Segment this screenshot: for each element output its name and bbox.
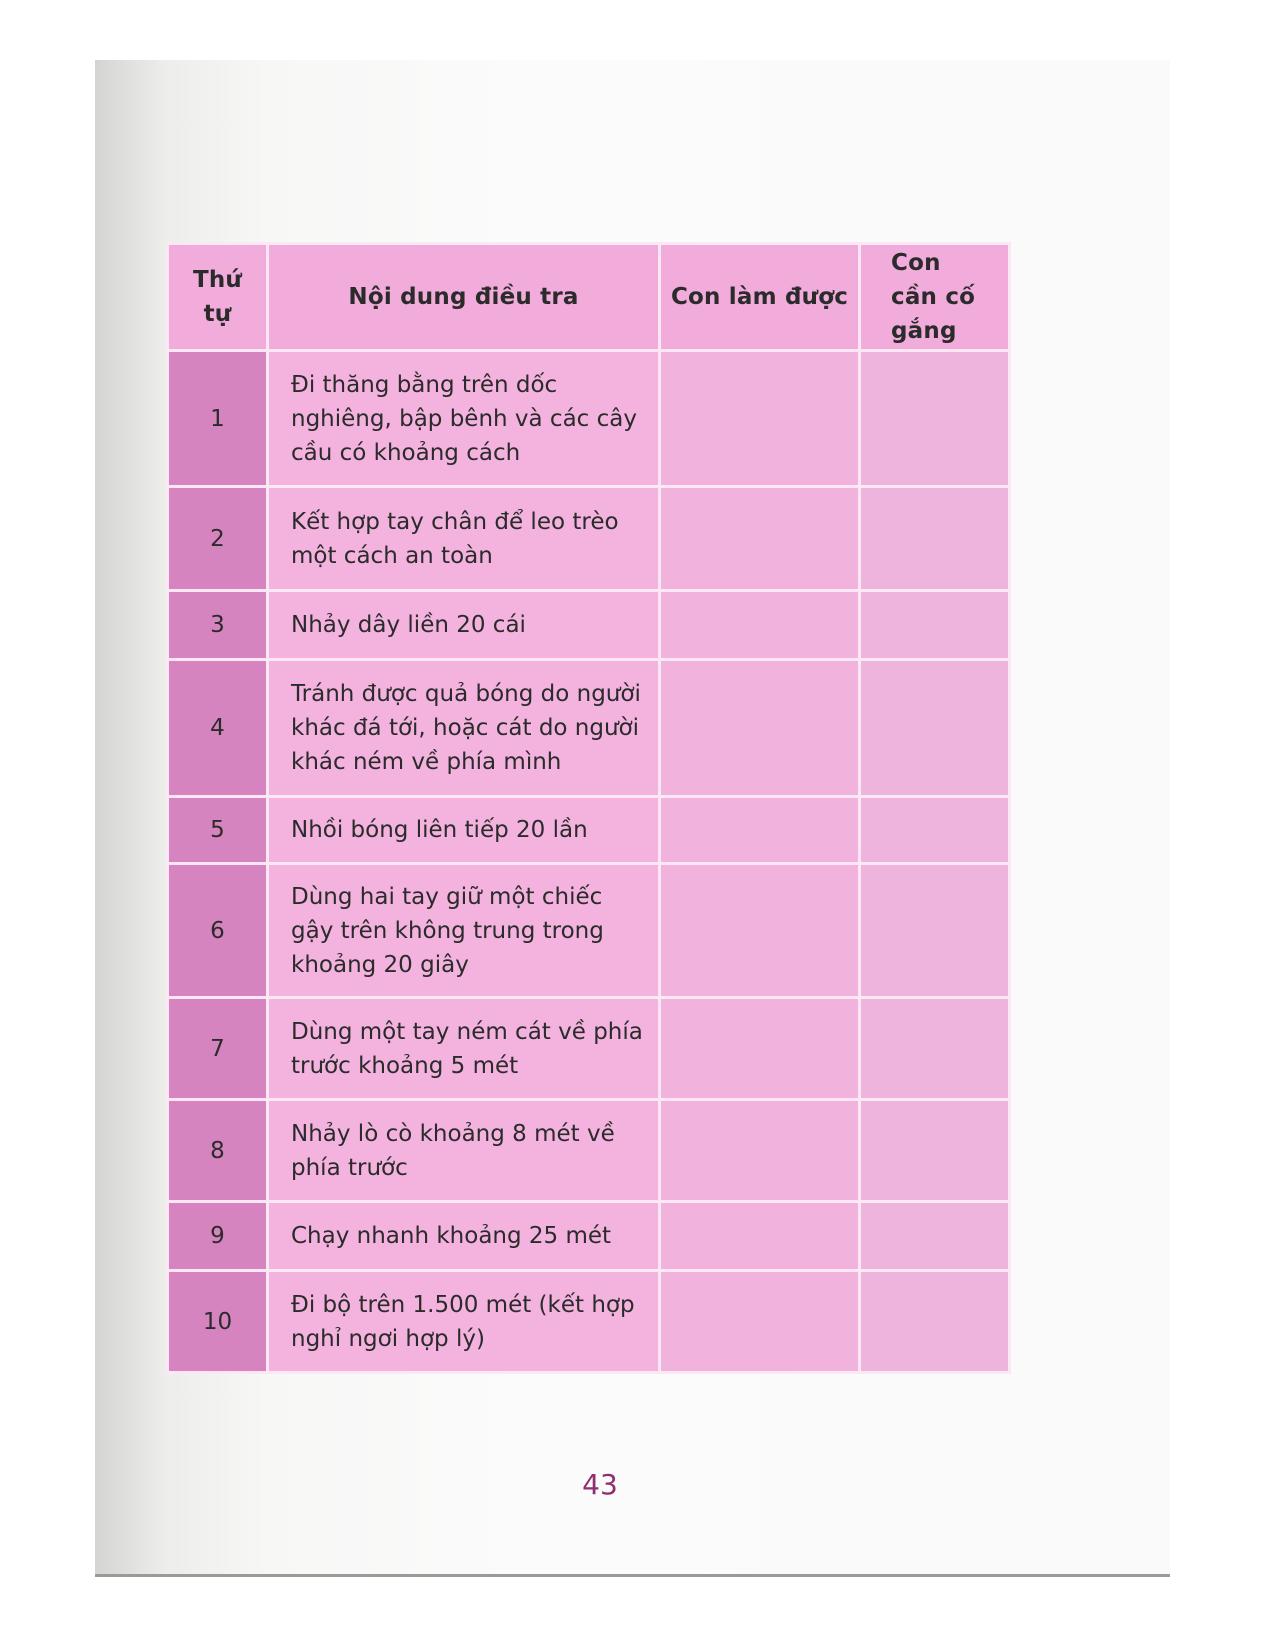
try-cell[interactable]	[860, 863, 1010, 997]
row-number: 1	[168, 350, 268, 486]
row-content: Nhảy lò cò khoảng 8 mét về phía trước	[268, 1100, 660, 1202]
done-cell[interactable]	[660, 1201, 860, 1270]
table-row	[168, 1100, 1010, 1202]
try-cell[interactable]	[860, 350, 1010, 486]
row-content: Nhồi bóng liên tiếp 20 lần	[268, 796, 660, 863]
table-header-row	[168, 244, 1010, 351]
row-content: Dùng hai tay giữ một chiếc gậy trên không trung trong khoảng 20 giây	[268, 863, 660, 997]
row-number: 10	[168, 1271, 268, 1373]
page-number: 43	[582, 1468, 618, 1501]
table-row	[168, 350, 1010, 486]
done-cell[interactable]	[660, 796, 860, 863]
row-content: Chạy nhanh khoảng 25 mét	[268, 1201, 660, 1270]
table-row	[168, 487, 1010, 591]
table-row	[168, 591, 1010, 660]
try-cell[interactable]	[860, 1271, 1010, 1373]
page-edge	[95, 1574, 1170, 1577]
try-cell[interactable]	[860, 487, 1010, 591]
header-order: Thứ tự	[168, 244, 268, 351]
try-cell[interactable]	[860, 660, 1010, 796]
try-cell[interactable]	[860, 1201, 1010, 1270]
done-cell[interactable]	[660, 1100, 860, 1202]
done-cell[interactable]	[660, 350, 860, 486]
survey-table	[166, 242, 1011, 1374]
header-content: Nội dung điều tra	[268, 244, 660, 351]
table-row	[168, 998, 1010, 1100]
row-content: Đi bộ trên 1.500 mét (kết hợp nghỉ ngơi hợp lý)	[268, 1271, 660, 1373]
table-row	[168, 1201, 1010, 1270]
done-cell[interactable]	[660, 487, 860, 591]
done-cell[interactable]	[660, 591, 860, 660]
header-try: Con cần cố gắng	[860, 244, 1010, 351]
row-number: 4	[168, 660, 268, 796]
table-row	[168, 863, 1010, 997]
table-row	[168, 796, 1010, 863]
row-content: Dùng một tay ném cát về phía trước khoảng 5 mét	[268, 998, 660, 1100]
try-cell[interactable]	[860, 1100, 1010, 1202]
row-number: 7	[168, 998, 268, 1100]
done-cell[interactable]	[660, 660, 860, 796]
try-cell[interactable]	[860, 796, 1010, 863]
row-content: Đi thăng bằng trên dốc nghiêng, bập bênh và các cây cầu có khoảng cách	[268, 350, 660, 486]
table-row	[168, 660, 1010, 796]
row-number: 8	[168, 1100, 268, 1202]
try-cell[interactable]	[860, 998, 1010, 1100]
row-number: 2	[168, 487, 268, 591]
row-content: Tránh được quả bóng do người khác đá tới, hoặc cát do người khác ném về phía mình	[268, 660, 660, 796]
try-cell[interactable]	[860, 591, 1010, 660]
row-content: Nhảy dây liền 20 cái	[268, 591, 660, 660]
done-cell[interactable]	[660, 863, 860, 997]
done-cell[interactable]	[660, 998, 860, 1100]
done-cell[interactable]	[660, 1271, 860, 1373]
table-row	[168, 1271, 1010, 1373]
row-content: Kết hợp tay chân để leo trèo một cách an toàn	[268, 487, 660, 591]
row-number: 3	[168, 591, 268, 660]
header-done: Con làm được	[660, 244, 860, 351]
row-number: 5	[168, 796, 268, 863]
row-number: 6	[168, 863, 268, 997]
row-number: 9	[168, 1201, 268, 1270]
